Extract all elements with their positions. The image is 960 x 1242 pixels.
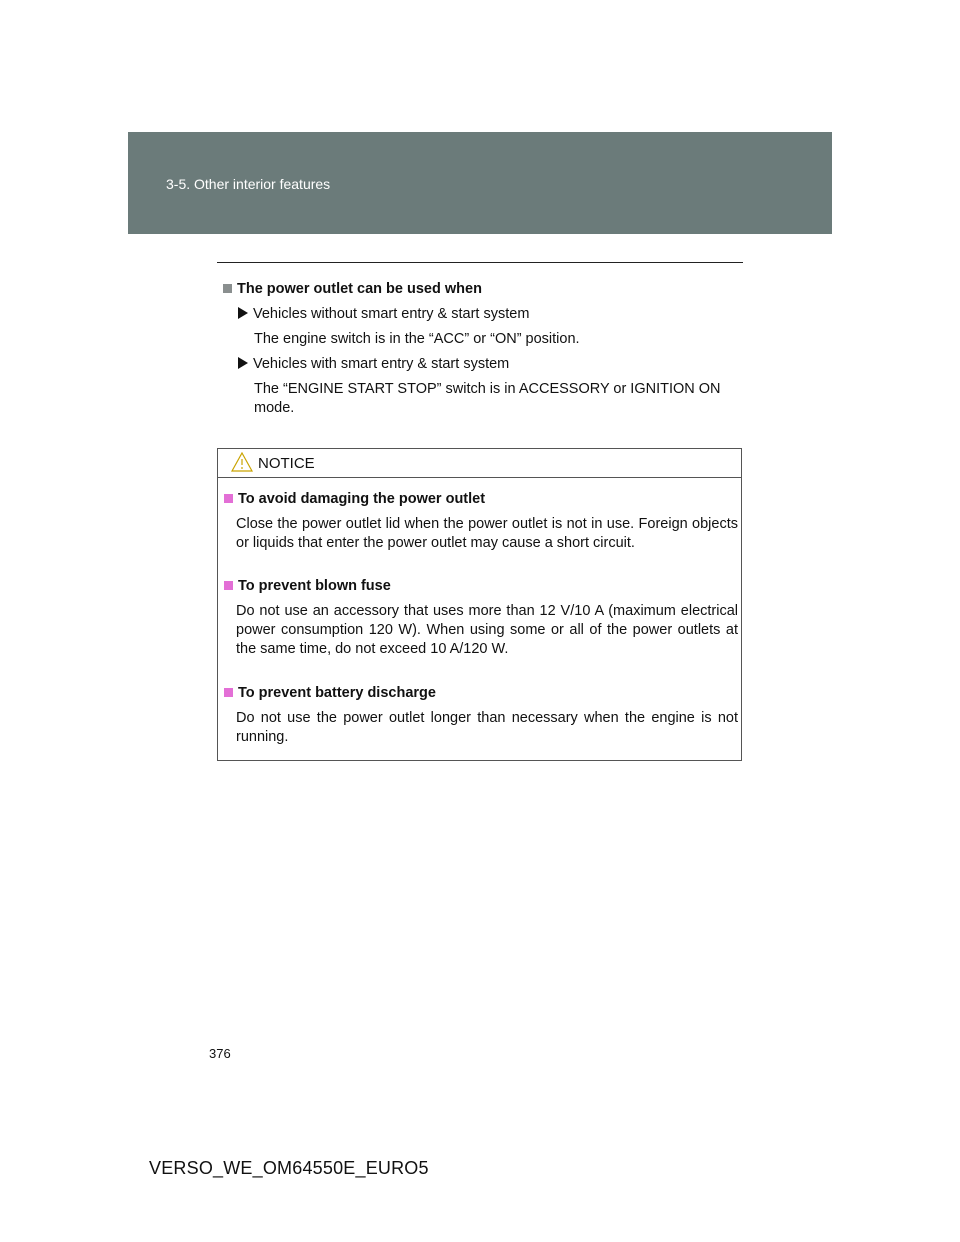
square-bullet-icon	[224, 581, 233, 590]
info-item-2-text-line2: mode.	[254, 400, 295, 416]
notice-box	[217, 448, 742, 761]
info-item-2-text-line1: The “ENGINE START STOP” switch is in ACCESSORY or IGNITION ON	[254, 381, 721, 397]
notice-heading: To prevent battery discharge	[238, 685, 436, 701]
info-item-1-label: Vehicles without smart entry & start system	[253, 306, 530, 322]
notice-paragraph: Do not use an accessory that uses more than 12 V/10 A (maximum electrical power consumption 120 W). When using some or all of the power outlets at the same time, do not exceed 10 A/120 W.	[236, 603, 738, 657]
square-bullet-icon	[223, 284, 232, 293]
chapter-header-bar	[128, 132, 832, 234]
section-title: 3-5. Other interior features	[166, 176, 331, 192]
info-heading: The power outlet can be used when	[237, 281, 482, 297]
info-item-1-label-row	[238, 305, 529, 324]
notice-heading-row	[224, 490, 485, 509]
notice-heading: To avoid damaging the power outlet	[238, 491, 486, 507]
info-item-2-label-row	[238, 355, 509, 374]
info-heading-row	[223, 280, 482, 299]
warning-triangle-icon	[231, 452, 253, 472]
page-number: 376	[209, 1046, 231, 1061]
info-item-2-label: Vehicles with smart entry & start system	[253, 356, 510, 372]
notice-header	[218, 449, 741, 478]
square-bullet-icon	[224, 494, 233, 503]
notice-heading-row	[224, 684, 436, 703]
triangle-bullet-icon	[238, 307, 248, 319]
triangle-bullet-icon	[238, 357, 248, 369]
notice-title: NOTICE	[258, 455, 315, 472]
notice-paragraph: Close the power outlet lid when the power outlet is not in use. Foreign objects or liquids that enter the power outlet may cause a short circuit.	[236, 516, 738, 551]
square-bullet-icon	[224, 688, 233, 697]
info-item-1-text: The engine switch is in the “ACC” or “ON” position.	[254, 331, 580, 347]
notice-heading: To prevent blown fuse	[238, 578, 391, 594]
notice-paragraph: Do not use the power outlet longer than necessary when the engine is not running.	[236, 710, 738, 745]
document-code: VERSO_WE_OM64550E_EURO5	[149, 1158, 429, 1178]
section-divider	[217, 262, 743, 263]
notice-heading-row	[224, 577, 391, 596]
